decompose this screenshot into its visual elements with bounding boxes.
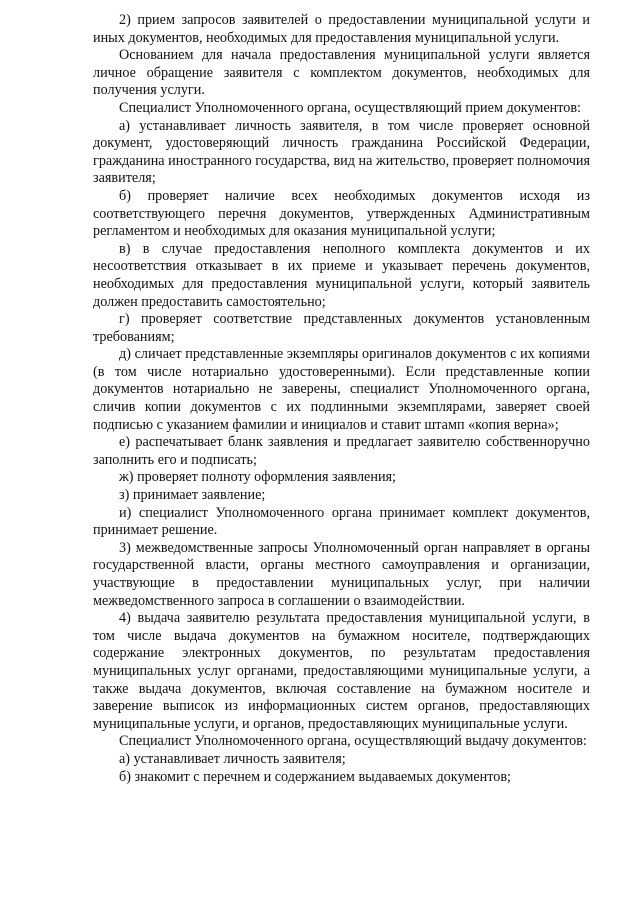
paragraph-a-identity: а) устанавливает личность заявителя, в том числе проверяет основной документ, удостоверяющий личность гражданина Российской Федерации, гражданина иностранного государства, вид на жительство, проверяет полномочия заявителя; <box>93 117 590 187</box>
paragraph-a-identity-issuance: а) устанавливает личность заявителя; <box>119 750 346 767</box>
paragraph-z-accept-application: з) принимает заявление; <box>119 487 266 504</box>
paragraph-e-print-form: е) распечатывает бланк заявления и предлагает заявителю собственноручно заполнить его и подписать; <box>93 434 590 468</box>
paragraph-item-2-receipt: 2) прием запросов заявителей о предоставлении муниципальной услуги и иных документов, необходимых для предоставления муниципальной услуги. <box>93 12 590 46</box>
paragraph-item-4-issuance: 4) выдача заявителю результата предоставления муниципальной услуги, в том числе выдача документов на бумажном носителе, подтверждающих содержание электронных документов, по результатам предоставления муниципальных услуг органами, предоставляющими муниципальные услуги, а также выдача документов, включая составление на бумажном носителе и заверение выписок из информационных систем органов, предоставляющих муниципальные услуги, и органов, предоставляющих муниципальные услуги. <box>93 610 590 732</box>
paragraph-g-compliance: г) проверяет соответствие представленных документов установленным требованиям; <box>93 311 590 345</box>
document-page <box>93 12 590 786</box>
paragraph-d-compare-copies: д) сличает представленные экземпляры оригиналов документов с их копиями (в том числе нотариально удостоверенными). Если представленные копии документов нотариально не заверены, специалист Уполномоченного органа, сличив копии документов с их подлинными экземплярами, заверяет своей подписью с указанием фамилии и инициалов и ставит штамп «копия верна»; <box>93 346 590 433</box>
paragraph-b-familiarize: б) знакомит с перечнем и содержанием выдаваемых документов; <box>119 768 511 785</box>
paragraph-item-3-interagency: 3) межведомственные запросы Уполномоченный орган направляет в органы государственной власти, органы местного самоуправления и организации, участвующие в предоставлении муниципальных услуг, при наличии межведомственного запроса в соглашении о взаимодействии. <box>93 539 590 609</box>
paragraph-v-incomplete-set: в) в случае предоставления неполного комплекта документов и их несоответствия отказывает в их приеме и указывает перечень документов, необходимых для предоставления муниципальной услуги, который заявитель должен предоставить самостоятельно; <box>93 240 590 310</box>
paragraph-b-check-documents: б) проверяет наличие всех необходимых документов исходя из соответствующего перечня документов, утвержденных Административным регламентом и необходимых для оказания муниципальной услуги; <box>93 187 590 240</box>
paragraph-specialist-receipt: Специалист Уполномоченного органа, осуществляющий прием документов: <box>119 99 581 116</box>
paragraph-basis: Основанием для начала предоставления муниципальной услуги является личное обращение заявителя с комплектом документов, необходимых для получения услуги. <box>93 47 590 99</box>
paragraph-zh-check-completeness: ж) проверяет полноту оформления заявления; <box>119 469 397 486</box>
paragraph-specialist-issuance: Специалист Уполномоченного органа, осуществляющий выдачу документов: <box>119 733 587 750</box>
paragraph-i-decision: и) специалист Уполномоченного органа принимает комплект документов, принимает решение. <box>93 504 590 539</box>
